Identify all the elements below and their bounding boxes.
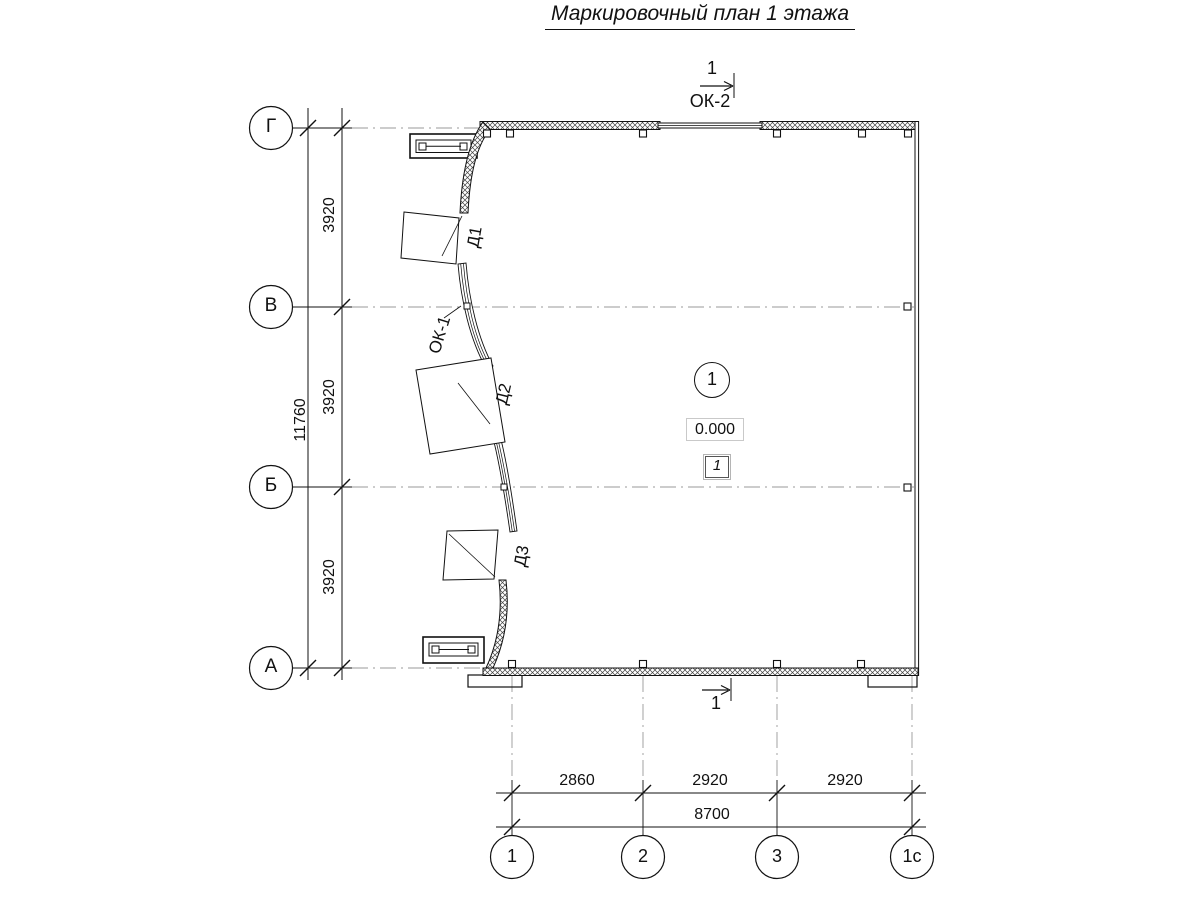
door-d1 — [401, 212, 462, 264]
dim-bottom-segment-1: 2860 — [559, 772, 595, 789]
zone-marker — [703, 454, 731, 480]
floor-level-value: 0.000 — [686, 418, 744, 441]
axis-label-v: В — [264, 295, 278, 316]
dim-bottom-segment-3: 2920 — [827, 772, 863, 789]
top-wall-left — [480, 122, 660, 130]
dim-bottom-total: 8700 — [694, 806, 730, 823]
foundation-steps — [468, 675, 917, 687]
axis-label-1: 1 — [506, 846, 517, 866]
axis-label-2: 2 — [637, 846, 648, 866]
axis-label-a: А — [264, 656, 278, 677]
room-number: 1 — [706, 369, 717, 389]
radiator-bottom — [423, 637, 484, 663]
dim-left-segment-2: 3920 — [321, 379, 338, 415]
wall-posts — [484, 130, 912, 668]
window-label-ok1: ОК-1 — [424, 313, 455, 356]
drawing-title: Маркировочный план 1 этажа — [545, 2, 855, 30]
window-label-ok2: ОК-2 — [689, 91, 731, 111]
door-label-d3: Д3 — [510, 543, 533, 568]
dim-left-total: 11760 — [292, 398, 309, 442]
axis-label-1c: 1с — [902, 846, 922, 866]
radiator-top — [410, 134, 477, 158]
door-d1-leaf — [401, 212, 459, 264]
window-ok2 — [658, 123, 762, 128]
axis-solid-stubs — [293, 128, 912, 836]
right-wall — [915, 122, 919, 676]
window-ok1 — [458, 263, 493, 368]
section-number-bottom: 1 — [710, 693, 721, 713]
axis-label-g: Г — [265, 116, 277, 137]
section-number-top: 1 — [706, 58, 717, 78]
axis-label-3: 3 — [771, 846, 782, 866]
walls — [460, 122, 919, 676]
dim-left-segment-3: 3920 — [321, 559, 338, 595]
door-d3 — [443, 530, 498, 580]
dim-bottom-segment-2: 2920 — [692, 772, 728, 789]
bottom-wall — [483, 668, 918, 676]
door-label-d1: Д1 — [463, 224, 486, 249]
door-label-d2: Д2 — [491, 381, 516, 407]
dim-left-segment-1: 3920 — [321, 197, 338, 233]
top-wall-right — [760, 122, 918, 130]
zone-number: 1 — [705, 456, 729, 478]
axis-label-b: Б — [264, 475, 278, 496]
drawing-title-area — [400, 2, 1000, 30]
curved-wall-bottom — [486, 580, 507, 668]
axis-markers — [250, 107, 934, 879]
